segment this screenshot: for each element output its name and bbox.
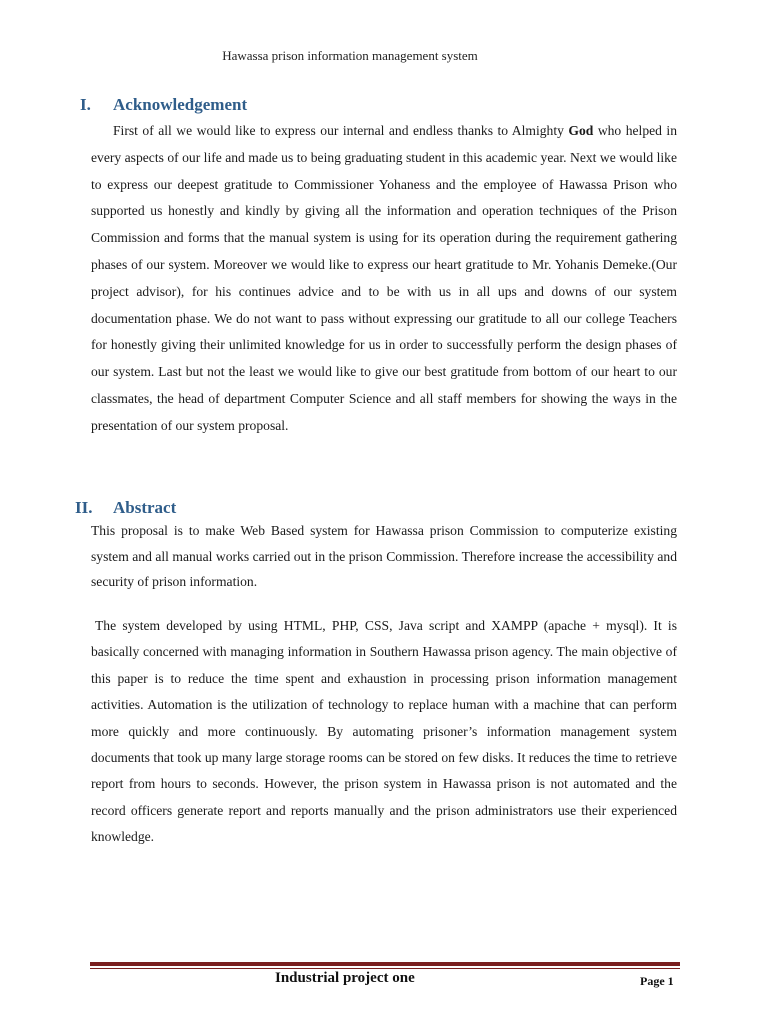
acknowledgement-heading xyxy=(80,95,247,115)
footer-title: Industrial project one xyxy=(275,970,415,986)
footer-rule-thin xyxy=(90,968,680,969)
abstract-heading xyxy=(75,498,176,518)
page-number: Page 1 xyxy=(640,974,674,988)
running-header: Hawassa prison information management system xyxy=(222,48,478,63)
footer-rule-thick xyxy=(90,962,680,966)
acknowledgement-text-after: who helped in every aspects of our life and made us to being graduating student in this academic year. Next we would like to express our deepest gratitude to Commissioner Yohaness and the employee of Hawassa Prison who supported us honestly and kindly by giving all the information and operation techniques of the Prison Commission and forms that the manual system is using for its operation during the requirement gathering phases of our system. Moreover we would like to express our heart gratitude to Mr. Yohanis Demeke.(Our project advisor), for his continues advice and to be with us in all ups and downs of our system documentation phase. We do not want to pass without expressing our gratitude to all our college Teachers for honestly giving their unlimited knowledge for us in order to successfully perform the design phases of our system. Last but not the least we would like to give our best gratitude from bottom of our heart to our classmates, the head of department Computer Science and all staff members for showing the ways in the presentation of our system proposal. xyxy=(91,123,678,433)
abstract-paragraph-1: This proposal is to make Web Based system for Hawassa prison Commission to computerize existing system and all manual works carried out in the prison Commission. Therefore increase the accessibility and security of prison information. xyxy=(91,523,677,589)
acknowledgement-number: I. xyxy=(80,95,91,114)
acknowledgement-text-before: First of all we would like to express our internal and endless thanks to Almighty xyxy=(113,123,569,138)
acknowledgement-paragraph xyxy=(91,118,677,440)
abstract-paragraph-2: The system developed by using HTML, PHP, CSS, Java script and XAMPP (apache + mysql). It is basically concerned with managing information in Southern Hawassa prison agency. The main objective of this paper is to reduce the time spent and exhaustion in processing prison information management activities. Automation is the utilization of technology to replace human with a machine that can perform more quickly and more continuously. By automating prisoner’s information management system documents that took up many large storage rooms can be stored on few disks. It reduces the time to retrieve report from hours to seconds. However, the prison system in Hawassa prison is not automated and the record officers generate report and reports manually and the prison administrators use their experienced knowledge. xyxy=(91,618,677,845)
acknowledgement-title: Acknowledgement xyxy=(113,95,248,114)
abstract-title: Abstract xyxy=(113,498,177,517)
acknowledgement-emphasis: God xyxy=(568,123,594,138)
abstract-number: II. xyxy=(75,498,93,517)
